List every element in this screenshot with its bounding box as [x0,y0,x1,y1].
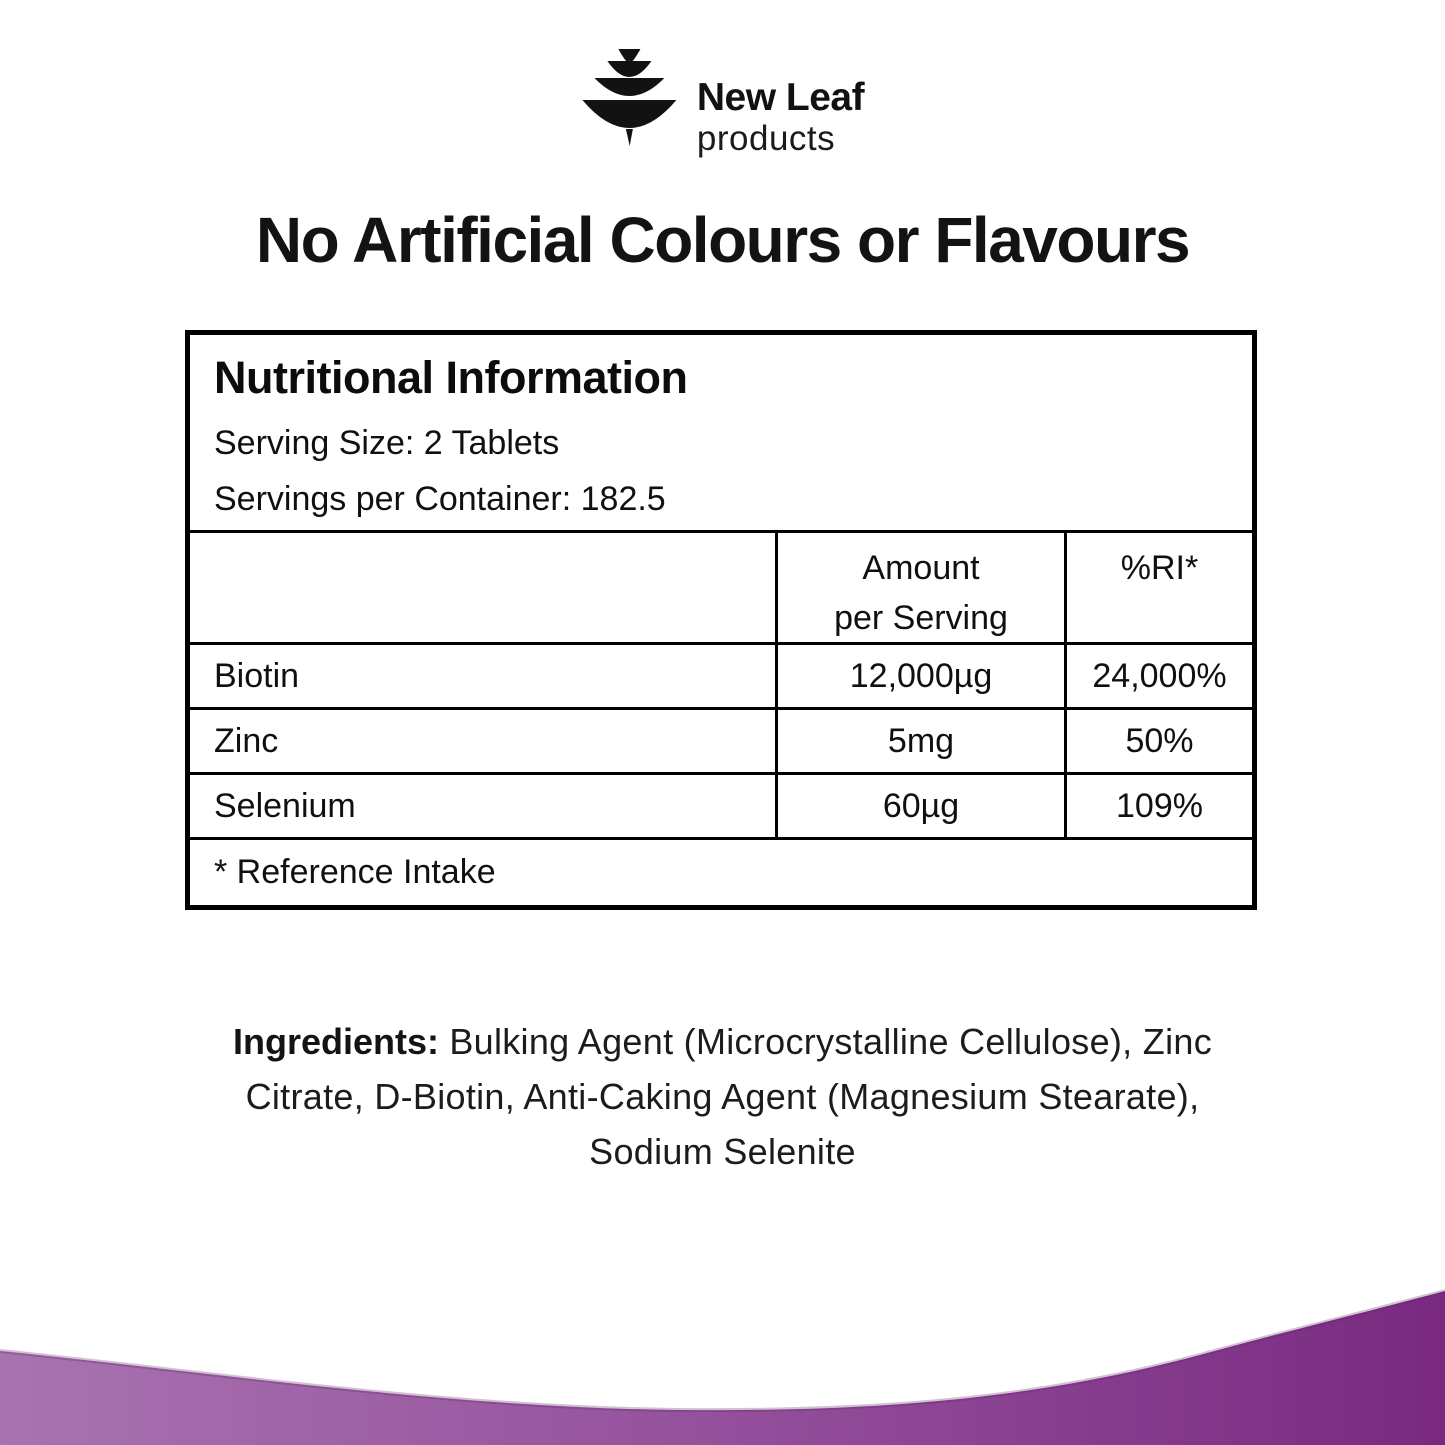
brand-subname: products [696,119,836,158]
column-header-row [190,533,1252,645]
nutrient-ri: 109% [1116,786,1203,825]
ingredients-paragraph [185,1014,1260,1179]
nutrient-amount: 60µg [775,775,1067,837]
ingredients-text: Bulking Agent (Microcrystalline Cellulose), Zinc Citrate, D-Biotin, Anti-Caking Agent (Magnesium Stearate), Sodium Selenite [245,1021,1212,1172]
ingredients-label: Ingredients: [232,1021,439,1062]
brand-logo [581,48,864,156]
stacked-leaf-tree-icon [581,48,677,148]
col-header-amount [775,533,1067,643]
nutrient-name: Biotin [214,656,300,695]
nutrition-table [185,330,1257,910]
table-row [190,645,1252,710]
col-header-ri: %RI* [1120,549,1199,588]
reference-intake-footnote: * Reference Intake [214,853,496,892]
col-header-amount-line1: Amount [862,549,980,588]
claim-headline: No Artificial Colours or Flavours [255,204,1190,276]
nutrition-title: Nutritional Information [214,352,688,403]
purple-wave-decoration [0,1283,1445,1445]
nutrient-name: Selenium [214,786,356,825]
brand-name: New Leaf [696,76,865,119]
table-row [190,775,1252,840]
col-header-nutrient [190,533,775,643]
servings-per-container: Servings per Container: 182.5 [214,480,666,519]
nutrient-amount: 12,000µg [775,645,1067,707]
nutrient-name: Zinc [214,721,279,760]
nutrition-table-header [190,335,1252,533]
nutrient-ri: 24,000% [1092,656,1227,695]
table-row [190,710,1252,775]
brand-wordmark [697,78,864,156]
col-header-amount-line2: per Serving [834,599,1008,638]
serving-size: Serving Size: 2 Tablets [214,424,560,463]
nutrient-ri: 50% [1125,721,1194,760]
nutrient-amount: 5mg [775,710,1067,772]
